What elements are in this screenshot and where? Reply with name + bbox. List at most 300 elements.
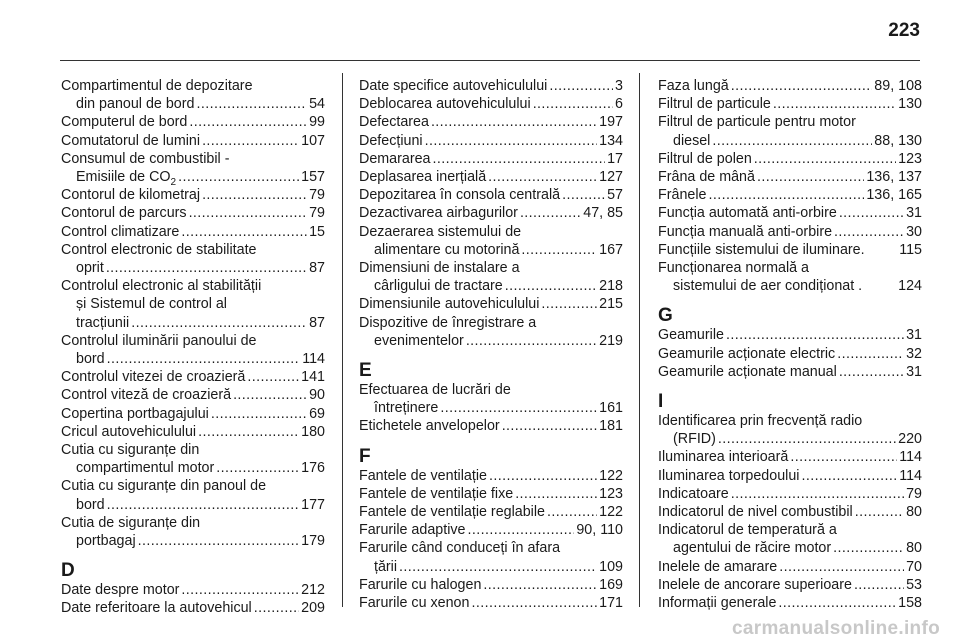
dot-leader	[483, 576, 597, 594]
page-reference: 169	[599, 576, 623, 593]
index-entry	[61, 514, 325, 550]
entry-term: sistemului de aer condiționat .	[673, 278, 863, 295]
page-reference: 109	[599, 558, 623, 575]
index-entry-continuation	[658, 132, 922, 150]
index-entry-line	[658, 558, 922, 576]
index-entry-line	[61, 368, 325, 386]
index-entry	[359, 204, 623, 222]
index-entry	[359, 132, 623, 150]
index-entry-line	[61, 405, 325, 423]
page-reference: 181	[599, 418, 623, 435]
index-entry	[61, 186, 325, 204]
index-entry-continuation	[61, 496, 325, 514]
section-letter: D	[61, 560, 75, 582]
entry-term: tracțiunii	[76, 314, 130, 331]
subscript: 2	[170, 176, 177, 188]
index-entry-line	[658, 77, 922, 95]
entry-term: Filtrul de particule pentru motor	[658, 114, 856, 131]
index-entry-line	[61, 581, 325, 599]
entry-term: Cutia cu siguranțe din panoul de	[61, 478, 267, 495]
dot-leader	[833, 539, 904, 557]
entry-term: evenimentelor	[374, 332, 464, 349]
dot-leader	[726, 326, 904, 344]
index-entry-line	[359, 150, 623, 168]
index-entry-continuation	[61, 459, 325, 477]
index-entry	[359, 168, 623, 186]
index-entry-line	[658, 95, 922, 113]
page-reference: 220	[898, 431, 922, 448]
entry-term: Frânele	[658, 187, 707, 204]
index-entry-line	[359, 132, 623, 150]
index-entry-line	[658, 241, 922, 259]
entry-term: Dezactivarea airbagurilor	[359, 205, 518, 222]
index-entry-line	[359, 539, 623, 557]
dot-leader	[837, 345, 904, 363]
index-entry-line	[359, 259, 623, 277]
index-entry-continuation	[658, 539, 922, 557]
index-entry	[359, 467, 623, 485]
index-entry-line	[658, 150, 922, 168]
dot-leader	[801, 467, 897, 485]
dot-leader	[541, 295, 597, 313]
entry-term: Indicatorul de nivel combustibil	[658, 504, 853, 521]
index-entry	[61, 277, 325, 332]
page-reference: 89, 108	[874, 78, 922, 94]
entry-term: Filtrul de polen	[658, 150, 752, 167]
index-entry	[359, 485, 623, 503]
page-reference: 114	[302, 351, 325, 368]
index-entry-line	[658, 168, 922, 186]
page-reference: 157	[301, 169, 325, 186]
watermark: carmanualsonline.info	[732, 618, 940, 639]
index-entry	[658, 558, 922, 576]
index-entry-line	[359, 295, 623, 313]
index-entry-continuation	[61, 532, 325, 550]
index-entry	[61, 581, 325, 599]
entry-term: Computerul de bord	[61, 114, 188, 131]
dot-leader	[198, 423, 299, 441]
page-reference: 31	[906, 205, 922, 222]
index-entry-line	[61, 204, 325, 222]
entry-term: Cutia cu siguranțe din	[61, 442, 200, 459]
index-entry-line	[61, 477, 325, 495]
index-entry	[658, 448, 922, 466]
dot-leader	[778, 594, 896, 612]
page-reference: 176	[301, 460, 325, 477]
index-entry	[359, 314, 623, 350]
entry-term: Consumul de combustibil -	[61, 150, 230, 167]
entry-term: Farurile când conduceți în afara	[359, 540, 561, 557]
dot-leader	[425, 132, 598, 150]
index-entry	[61, 204, 325, 222]
dot-leader	[196, 95, 307, 113]
index-entry	[359, 186, 623, 204]
entry-term: Indicatorul de temperatură a	[658, 522, 837, 539]
index-entry	[658, 467, 922, 485]
entry-term: bord	[76, 496, 105, 513]
page-reference: 32	[906, 345, 922, 362]
dot-leader	[107, 350, 301, 368]
column-divider	[342, 73, 343, 607]
index-entry	[658, 363, 922, 381]
index-entry	[61, 332, 325, 368]
index-entry-continuation	[658, 277, 922, 295]
index-entry-continuation	[61, 314, 325, 332]
dot-leader	[515, 485, 597, 503]
entry-term: Cricul autovehiculului	[61, 423, 197, 440]
index-entry-line	[61, 113, 325, 131]
page-reference: 212	[301, 582, 325, 599]
dot-leader	[468, 521, 575, 539]
page-reference: 130	[898, 96, 922, 113]
page-reference: 180	[301, 423, 325, 440]
index-entry-line	[359, 314, 623, 332]
page-reference: 80	[906, 504, 922, 521]
entry-term: Funcțiile sistemului de iluminare.	[658, 241, 865, 258]
entry-term: Funcționarea normală a	[658, 260, 809, 277]
page-reference: 53	[906, 576, 922, 593]
index-entry	[658, 412, 922, 448]
dot-leader	[854, 576, 904, 594]
dot-leader	[488, 168, 597, 186]
column-divider	[639, 73, 640, 607]
dot-leader	[520, 204, 581, 222]
index-entry	[359, 539, 623, 575]
entry-term: Indicatoare	[658, 485, 729, 502]
page-reference: 218	[599, 278, 623, 295]
header-rule	[60, 60, 920, 61]
index-entry-line	[61, 186, 325, 204]
index-entry-line	[61, 241, 325, 259]
index-entry-line	[658, 113, 922, 131]
entry-term: Filtrul de particule	[658, 96, 771, 113]
section-letter: I	[658, 391, 664, 413]
dot-leader	[254, 599, 299, 617]
index-entry-line	[658, 485, 922, 503]
entry-term: Geamurile acționate manual	[658, 363, 837, 380]
dot-leader	[790, 448, 897, 466]
index-entry-line	[658, 204, 922, 222]
index-entry-line	[359, 95, 623, 113]
page-reference: 167	[599, 241, 623, 258]
entry-term: Dimensiunile autovehiculului	[359, 296, 540, 313]
dot-leader	[521, 241, 597, 259]
index-entry-continuation	[359, 399, 623, 417]
dot-leader	[471, 594, 597, 612]
entry-term: Contorul de parcurs	[61, 205, 187, 222]
index-entry-continuation	[61, 168, 325, 186]
dot-leader	[181, 223, 307, 241]
index-entry	[658, 503, 922, 521]
index-entry-line	[61, 277, 325, 295]
index-column-2	[359, 77, 623, 612]
dot-leader	[233, 386, 307, 404]
index-entry-line	[359, 467, 623, 485]
entry-term: întreținere	[374, 400, 439, 417]
index-entry-line	[359, 186, 623, 204]
entry-term: Controlul iluminării panoului de	[61, 332, 257, 349]
index-entry-line	[359, 204, 623, 222]
entry-term: Controlul vitezei de croazieră	[61, 369, 246, 386]
entry-term: Geamurile	[658, 327, 724, 344]
index-entry-line	[359, 168, 623, 186]
dot-leader	[202, 186, 307, 204]
dot-leader	[189, 204, 308, 222]
index-entry	[359, 521, 623, 539]
index-entry-line	[61, 223, 325, 241]
index-entry	[61, 241, 325, 277]
entry-term: Cutia de siguranțe din	[61, 514, 201, 531]
page-reference: 122	[599, 504, 623, 521]
index-entry-continuation	[61, 350, 325, 368]
page-reference: 54	[309, 96, 325, 113]
index-entry	[658, 345, 922, 363]
index-entry-line	[658, 412, 922, 430]
dot-leader	[431, 113, 597, 131]
entry-term: compartimentul motor	[76, 460, 215, 477]
page-reference: 197	[599, 114, 623, 131]
entry-term: Defectarea	[359, 114, 429, 131]
entry-term: Farurile adaptive	[359, 522, 466, 539]
index-entry	[359, 113, 623, 131]
dot-leader	[839, 204, 904, 222]
dot-leader	[433, 150, 606, 168]
index-entry-line	[359, 521, 623, 539]
entry-term: (RFID)	[673, 431, 716, 448]
entry-term: Farurile cu xenon	[359, 595, 470, 612]
index-entry	[359, 381, 623, 417]
index-entry	[658, 150, 922, 168]
dot-leader	[855, 503, 904, 521]
index-entry-line	[61, 386, 325, 404]
index-entry	[359, 417, 623, 435]
entry-term: Depozitarea în consola centrală	[359, 187, 561, 204]
index-entry-continuation	[61, 259, 325, 277]
entry-term: Date referitoare la autovehicul	[61, 600, 252, 617]
index-entry	[658, 576, 922, 594]
dot-leader	[489, 467, 597, 485]
entry-term: și Sistemul de control al	[76, 296, 227, 313]
index-entry-continuation	[658, 430, 922, 448]
page-reference: 99	[309, 114, 325, 131]
entry-term: Compartimentul de depozitare	[61, 78, 253, 94]
dot-leader	[549, 77, 613, 95]
index-entry-line	[658, 448, 922, 466]
index-entry-continuation	[61, 295, 325, 313]
index-entry	[359, 295, 623, 313]
index-column-1	[61, 77, 325, 618]
entry-term: oprit	[76, 260, 104, 277]
entry-term: Faza lungă	[658, 78, 729, 94]
dot-leader	[547, 503, 597, 521]
entry-term: Controlul electronic al stabilității	[61, 278, 262, 295]
entry-term: Date despre motor	[61, 582, 180, 599]
dot-leader	[505, 277, 597, 295]
entry-term: Informații generale	[658, 595, 777, 612]
index-entry-continuation	[359, 277, 623, 295]
entry-term: diesel	[673, 132, 711, 149]
index-entry	[658, 77, 922, 95]
dot-leader	[202, 132, 299, 150]
index-entry-line	[658, 223, 922, 241]
dot-leader	[754, 150, 896, 168]
dot-leader	[839, 363, 904, 381]
index-entry	[61, 386, 325, 404]
index-entry-line	[61, 599, 325, 617]
index-entry-continuation	[359, 241, 623, 259]
index-entry	[359, 576, 623, 594]
entry-term: Funcția manuală anti-orbire	[658, 223, 833, 240]
entry-term: Inelele de ancorare superioare	[658, 576, 852, 593]
entry-term: cârligului de tractare	[374, 278, 503, 295]
index-entry	[658, 485, 922, 503]
index-entry-line	[658, 345, 922, 363]
index-entry-line	[61, 77, 325, 95]
entry-term: Iluminarea torpedoului	[658, 467, 800, 484]
entry-term: Defecțiuni	[359, 132, 423, 149]
page-reference: 6	[615, 96, 623, 113]
entry-term: Iluminarea interioară	[658, 449, 789, 466]
index-entry-line	[658, 186, 922, 204]
index-entry	[658, 259, 922, 295]
index-entry	[61, 77, 325, 113]
index-entry-line	[359, 417, 623, 435]
dot-leader	[757, 168, 864, 186]
index-entry	[61, 368, 325, 386]
dot-leader	[779, 558, 904, 576]
entry-term: Funcția automată anti-orbire	[658, 205, 837, 222]
section-letter: G	[658, 305, 673, 327]
page-reference: 124	[898, 278, 922, 295]
entry-term: Dezaerarea sistemului de	[359, 223, 522, 240]
index-entry	[61, 477, 325, 513]
index-entry	[359, 594, 623, 612]
page-reference: 219	[599, 332, 623, 349]
dot-leader	[181, 581, 299, 599]
index-entry-line	[61, 132, 325, 150]
page-reference: 114	[899, 449, 922, 466]
entry-term: Dispozitive de înregistrare a	[359, 314, 537, 331]
index-entry-line	[658, 521, 922, 539]
dot-leader	[216, 459, 299, 477]
page-reference: 123	[599, 485, 623, 502]
entry-term: Fantele de ventilație fixe	[359, 485, 514, 502]
index-entry-line	[359, 381, 623, 399]
index-entry	[658, 241, 922, 259]
dot-leader	[211, 405, 307, 423]
page-reference: 171	[599, 595, 623, 612]
index-entry-line	[658, 503, 922, 521]
dot-leader	[773, 95, 896, 113]
index-entry-line	[359, 503, 623, 521]
page-reference: 90, 110	[576, 522, 623, 539]
index-entry	[359, 150, 623, 168]
dot-leader	[178, 168, 299, 186]
index-entry-line	[359, 77, 623, 95]
page-reference: 90	[309, 387, 325, 404]
page-reference: 88, 130	[874, 132, 922, 149]
entry-term: Control climatizare	[61, 223, 180, 240]
entry-term: alimentare cu motorină	[374, 241, 520, 258]
dot-leader	[708, 186, 864, 204]
entry-term: Contorul de kilometraj	[61, 187, 201, 204]
index-entry	[61, 405, 325, 423]
page-reference: 215	[599, 296, 623, 313]
page-reference: 57	[607, 187, 623, 204]
page-reference: 30	[906, 223, 922, 240]
index-entry	[658, 594, 922, 612]
page-reference: 161	[599, 400, 623, 417]
index-entry	[359, 503, 623, 521]
page-reference: 136, 165	[866, 187, 922, 204]
index-entry-line	[61, 332, 325, 350]
page-reference: 31	[906, 327, 922, 344]
entry-term: Copertina portbagajului	[61, 405, 209, 422]
page-reference: 69	[309, 405, 325, 422]
index-entry-line	[359, 594, 623, 612]
dot-leader	[731, 77, 873, 95]
entry-term: Farurile cu halogen	[359, 576, 482, 593]
dot-leader	[106, 259, 307, 277]
section-letter: F	[359, 445, 371, 467]
entry-term: Control viteză de croazieră	[61, 387, 232, 404]
page-reference: 17	[607, 150, 623, 167]
index-entry	[359, 95, 623, 113]
entry-term: portbagaj	[76, 533, 136, 550]
dot-leader	[107, 496, 300, 514]
page-reference: 87	[309, 260, 325, 277]
page-reference: 123	[898, 150, 922, 167]
entry-term: Date specifice autovehiculului	[359, 78, 548, 94]
page-reference: 107	[301, 132, 325, 149]
entry-term: Fantele de ventilație	[359, 467, 487, 484]
dot-leader	[399, 558, 597, 576]
dot-leader	[138, 532, 300, 550]
page-reference: 15	[309, 223, 325, 240]
page-reference: 158	[898, 595, 922, 612]
entry-term: din panoul de bord	[76, 96, 195, 113]
index-entry-line	[359, 113, 623, 131]
index-entry	[359, 259, 623, 295]
page-reference: 115	[899, 241, 922, 258]
entry-term: Emisiile de $CO_2$	[76, 169, 177, 188]
page-reference: 87	[309, 314, 325, 331]
page-reference: 79	[309, 187, 325, 204]
entry-term: Deplasarea inerțială	[359, 169, 487, 186]
entry-term: țării	[374, 558, 398, 575]
index-entry	[359, 223, 623, 259]
entry-term: Identificarea prin frecvență radio	[658, 413, 863, 430]
index-entry-line	[658, 467, 922, 485]
entry-term: Control electronic de stabilitate	[61, 241, 257, 258]
dot-leader	[131, 314, 307, 332]
index-entry-continuation	[61, 95, 325, 113]
entry-term: Geamurile acționate electric	[658, 345, 836, 362]
page-reference: 122	[599, 467, 623, 484]
entry-term: bord	[76, 351, 105, 368]
index-entry-line	[61, 514, 325, 532]
index-entry-line	[61, 150, 325, 168]
index-entry-line	[658, 594, 922, 612]
index-entry	[61, 132, 325, 150]
dot-leader	[466, 332, 597, 350]
dot-leader	[533, 95, 613, 113]
dot-leader	[440, 399, 597, 417]
page-reference: 209	[301, 600, 325, 617]
page-reference: 114	[899, 467, 922, 484]
index-entry	[658, 521, 922, 557]
entry-term: agentului de răcire motor	[673, 540, 832, 557]
